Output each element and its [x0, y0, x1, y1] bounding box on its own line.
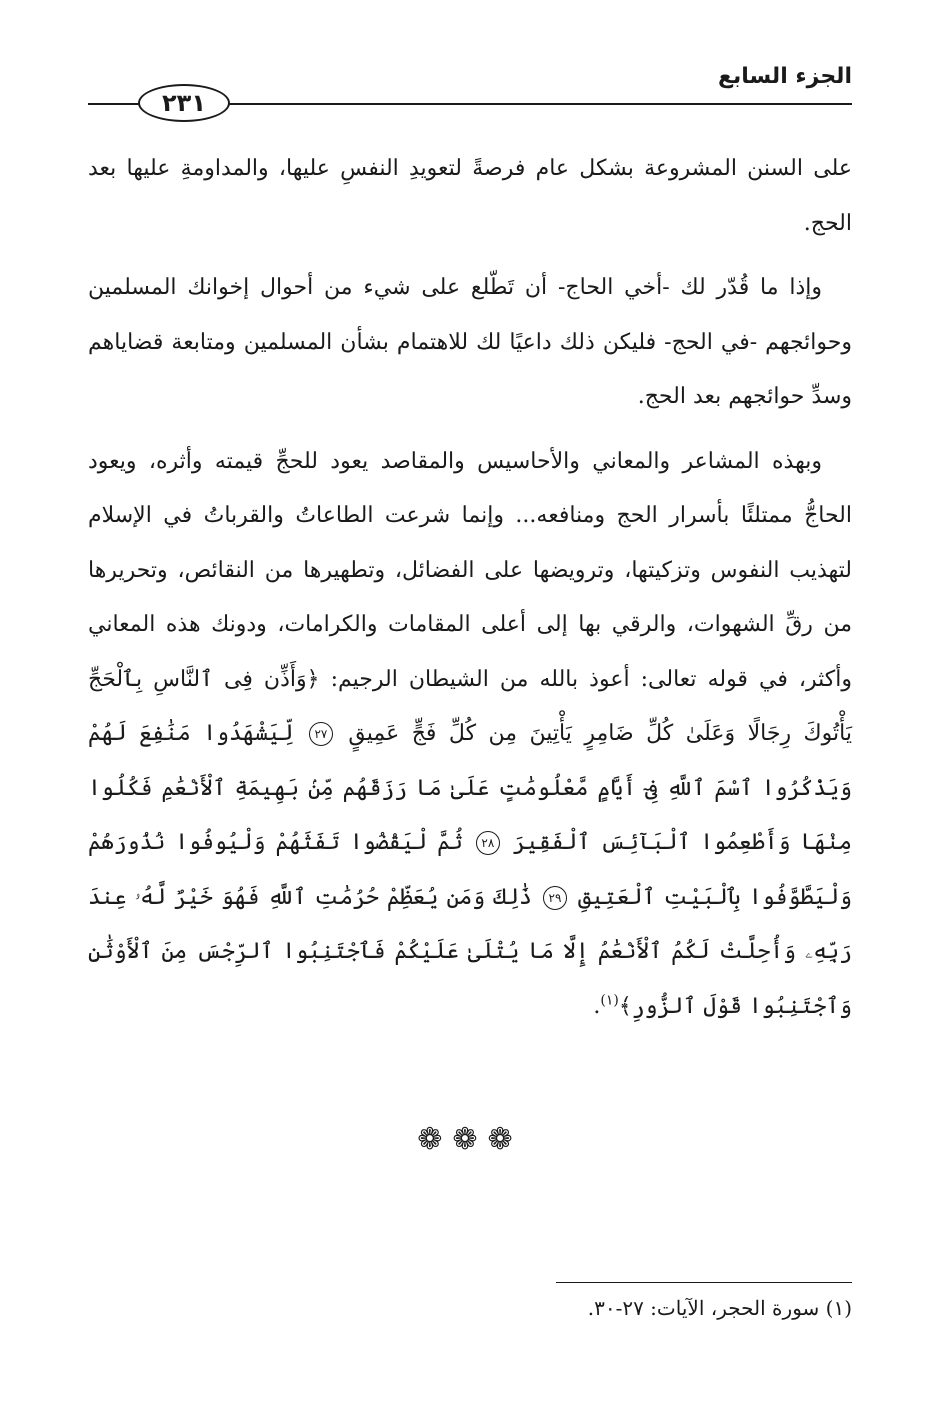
body-text — [88, 142, 852, 1044]
end-period: . — [593, 993, 601, 1019]
quran-quote — [88, 667, 852, 1019]
quran-verse-27: وَأَذِّن فِى ٱلنَّاسِ بِٱلْحَجِّ يَأْتُوكَ رِجَالًا وَعَلَىٰ كُلِّ ضَامِرٍ يَأْتِينَ مِن كُلِّ فَجٍّ عَمِيقٍ — [88, 666, 852, 746]
quran-verse-29: ثُمَّ لْيَقْضُوا تَفَثَهُمْ وَلْيُوفُوا نُذُورَهُمْ وَلْيَطَّوَّفُوا بِٱلْبَيْتِ ٱلْعَتِيقِ — [88, 830, 852, 910]
paragraph-2: وإذا ما قُدّر لك -أخي الحاج- أن تَطّلع على شيء من أحوال إخوانك المسلمين وحوائجهم -في الحج- فليكن ذلك داعيًا لك للاهتمام بشأن المسلمين ومتابعة قضاياهم وسدِّ حوائجهم بعد الحج. — [88, 275, 852, 409]
quran-open-bracket: ﴿ — [306, 666, 320, 692]
footnote: (١) سورة الحجر، الآيات: ٢٧-٣٠. — [587, 1296, 852, 1320]
ayah-number-27: ٢٧ — [309, 722, 333, 746]
quran-close-bracket: ﴾ — [618, 993, 632, 1019]
ayah-number-29: ٢٩ — [543, 886, 567, 910]
page-number: ٢٣١ — [138, 84, 230, 122]
paragraph-1: على السنن المشروعة بشكل عام فرصةً لتعويدِ النفسِ عليها، والمداومةِ عليها بعد الحج. — [88, 156, 852, 236]
ornament-divider: ❁❁❁ — [417, 1122, 523, 1157]
ayah-number-28: ٢٨ — [476, 831, 500, 855]
footnote-reference: (١) — [600, 992, 619, 1009]
footnote-rule — [556, 1282, 852, 1283]
paragraph-3-intro: وبهذه المشاعر والمعاني والأحاسيس والمقاصد يعود للحجِّ قيمته وأثره، ويعود الحاجُّ ممتلئًا بأسرار الحج ومنافعه... وإنما شرعت الطاعاتُ والقرباتُ في الإسلام لتهذيب النفوس وتزكيتها، وترويضها على الفضائل، وتطهيرها من النقائص، وتحريرها من رقِّ الشهوات، والرقي بها إلى أعلى المقامات والكرامات، ودونك هذه المعاني وأكثر، في قوله تعالى: أعوذ بالله من الشيطان الرجيم: — [88, 448, 852, 692]
quran-verse-28: لِّيَشْهَدُوا مَنَٰفِعَ لَهُمْ وَيَذْكُرُوا ٱسْمَ ٱللَّهِ فِىٓ أَيَّامٍ مَّعْلُومَٰتٍ عَلَىٰ مَا رَزَقَهُم مِّنۢ بَهِيمَةِ ٱلْأَنْعَٰمِ فَكُلُوا مِنْهَا وَأَطْعِمُوا ٱلْبَآئِسَ ٱلْفَقِيرَ — [88, 721, 853, 855]
quran-verse-30: ذَٰلِكَ وَمَن يُعَظِّمْ حُرُمَٰتِ ٱللَّهِ فَهُوَ خَيْرٌ لَّهُۥ عِندَ رَبِّهِۦ وَأُحِلَّتْ لَكُمُ ٱلْأَنْعَٰمُ إِلَّا مَا يُتْلَىٰ عَلَيْكُمْ فَٱجْتَنِبُوا ٱلرِّجْسَ مِنَ ٱلْأَوْثَٰنِ وَٱجْتَنِبُوا قَوْلَ ٱلزُّورِ — [88, 884, 852, 1019]
running-head: الجزء السابع — [718, 64, 852, 89]
paragraph-3 — [88, 435, 852, 1035]
